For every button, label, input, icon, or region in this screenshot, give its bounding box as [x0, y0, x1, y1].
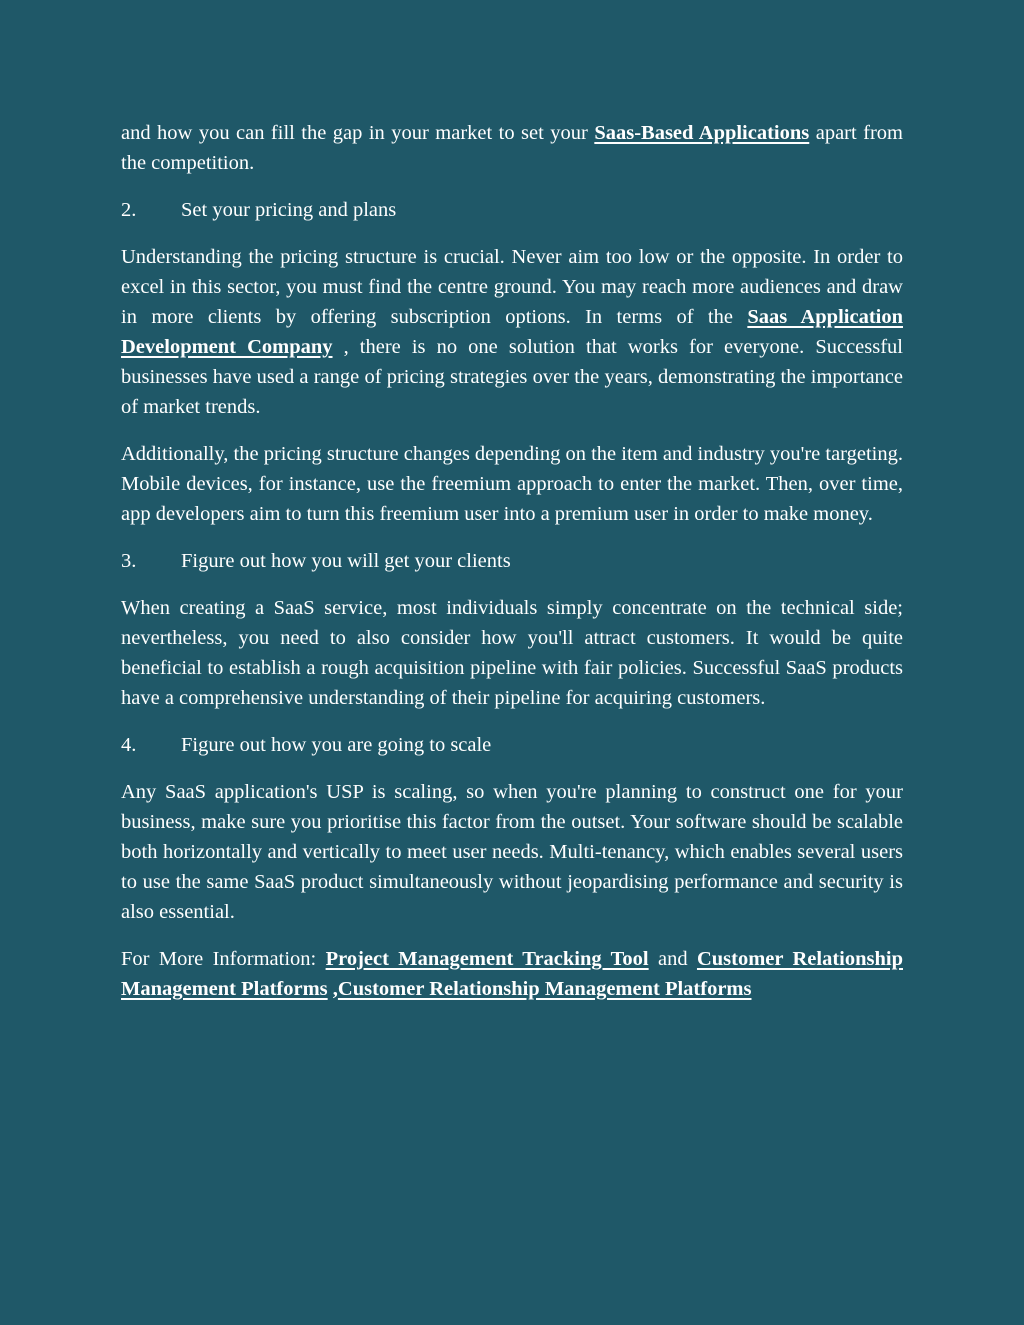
scale-paragraph: Any SaaS application's USP is scaling, so when you're planning to construct one for your business, make sure you prioritise this factor from the outset. Your software should be scalable both horizontally and vertically to meet user needs. Multi-tenancy, which enables several users to use the same SaaS product simultaneously without jeopardising performance and security is also essential. [121, 781, 903, 923]
list-item-clients [121, 546, 903, 576]
more-information-paragraph [121, 944, 903, 1004]
intro-text-after: apart from the competition. [121, 122, 903, 174]
list-number: 3. [121, 550, 137, 572]
document-body [121, 118, 903, 1021]
pricing-paragraph [121, 242, 903, 422]
clients-paragraph: When creating a SaaS service, most individuals simply concentrate on the technical side; nevertheless, you need to also consider how you'll attract customers. It would be quite beneficial to establish a rough acquisition pipeline with fair policies. Successful SaaS products have a comprehensive understanding of their pipeline for acquiring customers. [121, 597, 903, 709]
more-information-label: For More Information: [121, 948, 326, 970]
list-item-pricing [121, 195, 903, 225]
section-heading-pricing: Set your pricing and plans [181, 199, 397, 221]
and-text: and [648, 948, 697, 970]
crm-platforms-link[interactable]: Customer Relationship Management Platforms [121, 948, 903, 1000]
list-number: 2. [121, 199, 137, 221]
pricing-text-before: Understanding the pricing structure is crucial. Never aim too low or the opposite. In order to excel in this sector, you must find the centre ground. You may reach more audiences and draw in more clients by offering subscription options. In terms of the [121, 246, 903, 328]
crm-platforms-link-2[interactable]: Customer Relationship Management Platforms [337, 978, 752, 1000]
intro-paragraph [121, 118, 903, 178]
pricing-text-after: , there is no one solution that works for everyone. Successful businesses have used a range of pricing strategies over the years, demonstrating the importance of market trends. [121, 336, 903, 418]
section-heading-clients: Figure out how you will get your clients [181, 550, 511, 572]
link-separator: , [327, 978, 338, 1000]
saas-based-applications-link[interactable]: Saas-Based Applications [594, 122, 810, 144]
saas-application-development-company-link[interactable]: Saas Application Development Company [121, 306, 903, 358]
pricing-additional-paragraph: Additionally, the pricing structure changes depending on the item and industry you're targeting. Mobile devices, for instance, use the freemium approach to enter the market. Then, over time, app developers aim to turn this freemium user into a premium user in order to make money. [121, 443, 903, 525]
intro-text-before: and how you can fill the gap in your market to set your [121, 122, 595, 144]
list-number: 4. [121, 734, 137, 756]
project-management-tracking-tool-link[interactable]: Project Management Tracking Tool [325, 948, 649, 970]
section-heading-scale: Figure out how you are going to scale [181, 734, 492, 756]
list-item-scale [121, 730, 903, 760]
